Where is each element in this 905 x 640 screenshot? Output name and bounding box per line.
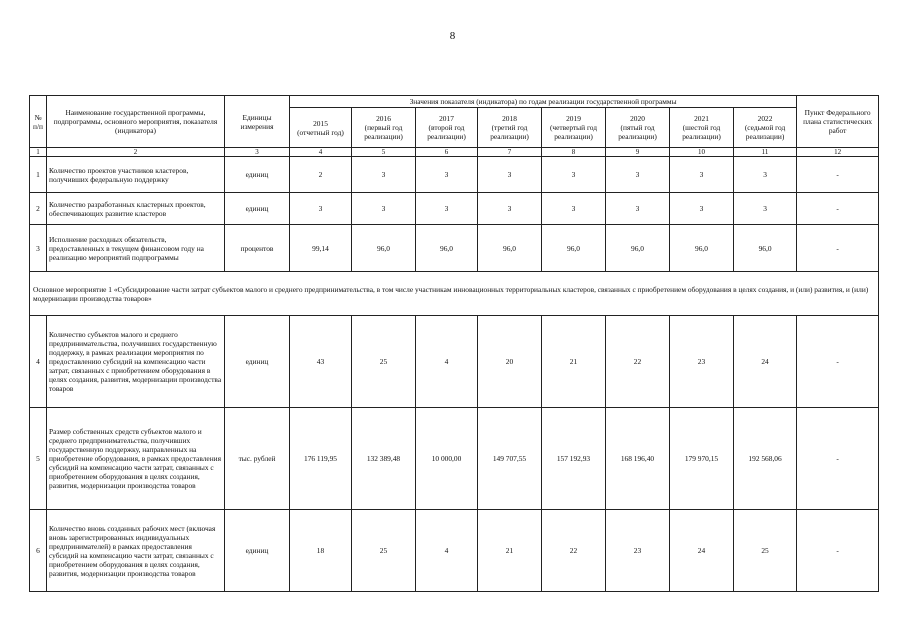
row-number: 1	[30, 157, 47, 193]
header-year-2021	[670, 108, 734, 148]
table-row	[30, 408, 879, 510]
header-values-group: Значения показателя (индикатора) по годам реализации государственной программы	[290, 96, 797, 108]
value-2018: 149 707,55	[478, 408, 542, 510]
column-number: 8	[542, 148, 606, 157]
header-year-2016	[352, 108, 416, 148]
year-label: 2015	[313, 118, 328, 128]
value-2021: 96,0	[670, 225, 734, 272]
table-row	[30, 193, 879, 225]
indicator-name: Размер собственных средств субъектов малого и среднего предпринимательства, получивших государственную поддержку, направленных на приобретение оборудования, в рамках предоставления субсидий на компенсацию части затрат, связанных с приобретением оборудования в целях создания, развития, модернизации производства товаров	[47, 408, 225, 510]
year-label: 2017	[439, 114, 454, 123]
value-2022: 3	[734, 193, 797, 225]
year-note: (второй год реализации)	[427, 123, 466, 141]
value-2015: 3	[290, 193, 352, 225]
value-2022: 25	[734, 510, 797, 592]
row-number: 5	[30, 408, 47, 510]
unit: тыс. рублей	[225, 408, 290, 510]
value-2019: 21	[542, 316, 606, 408]
value-2017: 4	[416, 510, 478, 592]
unit: единиц	[225, 510, 290, 592]
value-2019: 96,0	[542, 225, 606, 272]
value-2018: 20	[478, 316, 542, 408]
unit: единиц	[225, 157, 290, 193]
year-label: 2020	[630, 114, 645, 123]
table-row	[30, 316, 879, 408]
header-year-2017	[416, 108, 478, 148]
value-2021: 3	[670, 157, 734, 193]
year-note: (четвертый год реализации)	[549, 123, 598, 141]
unit: единиц	[225, 193, 290, 225]
table-row	[30, 225, 879, 272]
unit: процентов	[225, 225, 290, 272]
value-2019: 3	[542, 193, 606, 225]
indicator-name: Количество проектов участников кластеров, получивших федеральную поддержку	[47, 157, 225, 193]
table-row	[30, 510, 879, 592]
value-2016: 3	[352, 157, 416, 193]
table-row	[30, 157, 879, 193]
value-2017: 4	[416, 316, 478, 408]
unit: единиц	[225, 316, 290, 408]
value-2016: 25	[352, 316, 416, 408]
header-year-2018	[478, 108, 542, 148]
plan-item: -	[797, 157, 879, 193]
value-2018: 3	[478, 193, 542, 225]
year-label: 2021	[694, 114, 709, 123]
value-2016: 25	[352, 510, 416, 592]
value-2015: 176 119,95	[290, 408, 352, 510]
year-note: (первый год реализации)	[364, 123, 403, 141]
column-number: 3	[225, 148, 290, 157]
row-number: 2	[30, 193, 47, 225]
header-name: Наименование государственной программы, подпрограммы, основного мероприятия, показателя (индикатора)	[47, 96, 225, 148]
value-2019: 22	[542, 510, 606, 592]
value-2015: 18	[290, 510, 352, 592]
value-2022: 96,0	[734, 225, 797, 272]
value-2020: 3	[606, 193, 670, 225]
year-label: 2016	[376, 114, 391, 123]
year-note: (седьмой год реализации)	[744, 123, 786, 141]
column-number: 6	[416, 148, 478, 157]
header-year-2020	[606, 108, 670, 148]
value-2022: 24	[734, 316, 797, 408]
header-plan: Пункт Федерального плана статистических работ	[797, 96, 879, 148]
value-2018: 21	[478, 510, 542, 592]
column-number: 4	[290, 148, 352, 157]
value-2016: 96,0	[352, 225, 416, 272]
year-label: 2019	[566, 114, 581, 123]
value-2019: 3	[542, 157, 606, 193]
value-2021: 3	[670, 193, 734, 225]
plan-item: -	[797, 193, 879, 225]
value-2022: 192 568,06	[734, 408, 797, 510]
indicators-table	[29, 95, 879, 592]
plan-item: -	[797, 316, 879, 408]
indicator-name: Количество вновь созданных рабочих мест (включая вновь зарегистрированных индивидуальных предпринимателей) в рамках предоставления субсидий на компенсацию части затрат, связанных с приобретением оборудования в целях создания, развития, модернизации производства товаров	[47, 510, 225, 592]
value-2021: 24	[670, 510, 734, 592]
year-label: 2022	[757, 114, 773, 123]
indicator-name: Количество субъектов малого и среднего предпринимательства, получивших государственную поддержку, в рамках реализации мероприятия по предоставлению субсидий на компенсацию части затрат, связанных с приобретением оборудования в целях создания, развития, модернизации производства товаров	[47, 316, 225, 408]
plan-item: -	[797, 225, 879, 272]
value-2020: 3	[606, 157, 670, 193]
value-2020: 22	[606, 316, 670, 408]
row-number: 4	[30, 316, 47, 408]
value-2016: 132 389,48	[352, 408, 416, 510]
value-2015: 2	[290, 157, 352, 193]
value-2020: 168 196,40	[606, 408, 670, 510]
column-number: 2	[47, 148, 225, 157]
value-2018: 3	[478, 157, 542, 193]
column-number: 9	[606, 148, 670, 157]
value-2020: 96,0	[606, 225, 670, 272]
column-number: 5	[352, 148, 416, 157]
column-number: 7	[478, 148, 542, 157]
value-2015: 99,14	[290, 225, 352, 272]
indicator-name: Количество разработанных кластерных проектов, обеспечивающих развитие кластеров	[47, 193, 225, 225]
column-number: 1	[30, 148, 47, 157]
value-2017: 10 000,00	[416, 408, 478, 510]
value-2020: 23	[606, 510, 670, 592]
value-2019: 157 192,93	[542, 408, 606, 510]
value-2018: 96,0	[478, 225, 542, 272]
header-year-2022	[734, 108, 797, 148]
column-number: 11	[734, 148, 797, 157]
value-2017: 96,0	[416, 225, 478, 272]
header-no: № п/п	[30, 96, 47, 148]
section-main-activity-1: Основное мероприятие 1 «Субсидирование части затрат субъектов малого и среднего предпринимательства, в том числе участникам инновационных территориальных кластеров, связанных с приобретением оборудования в целях создания, и (или) развития, и (или) модернизации производства товаров»	[30, 272, 879, 316]
value-2021: 23	[670, 316, 734, 408]
plan-item: -	[797, 510, 879, 592]
row-number: 3	[30, 225, 47, 272]
year-note: (пятый год реализации)	[618, 123, 657, 141]
value-2015: 43	[290, 316, 352, 408]
value-2017: 3	[416, 193, 478, 225]
year-note: (отчетный год)	[297, 127, 344, 137]
value-2016: 3	[352, 193, 416, 225]
value-2021: 179 970,15	[670, 408, 734, 510]
column-number: 10	[670, 148, 734, 157]
header-year-2015	[290, 108, 352, 148]
plan-item: -	[797, 408, 879, 510]
value-2022: 3	[734, 157, 797, 193]
column-number: 12	[797, 148, 879, 157]
row-number: 6	[30, 510, 47, 592]
page-number: 8	[449, 30, 456, 42]
header-unit: Единицы измерения	[225, 96, 290, 148]
header-year-2019	[542, 108, 606, 148]
value-2017: 3	[416, 157, 478, 193]
year-note: (третий год реализации)	[490, 123, 529, 141]
indicator-name: Исполнение расходных обязательств, предоставленных в текущем финансовом году на реализацию мероприятий подпрограммы	[47, 225, 225, 272]
year-note: (шестой год реализации)	[682, 123, 721, 141]
year-label: 2018	[502, 114, 517, 123]
